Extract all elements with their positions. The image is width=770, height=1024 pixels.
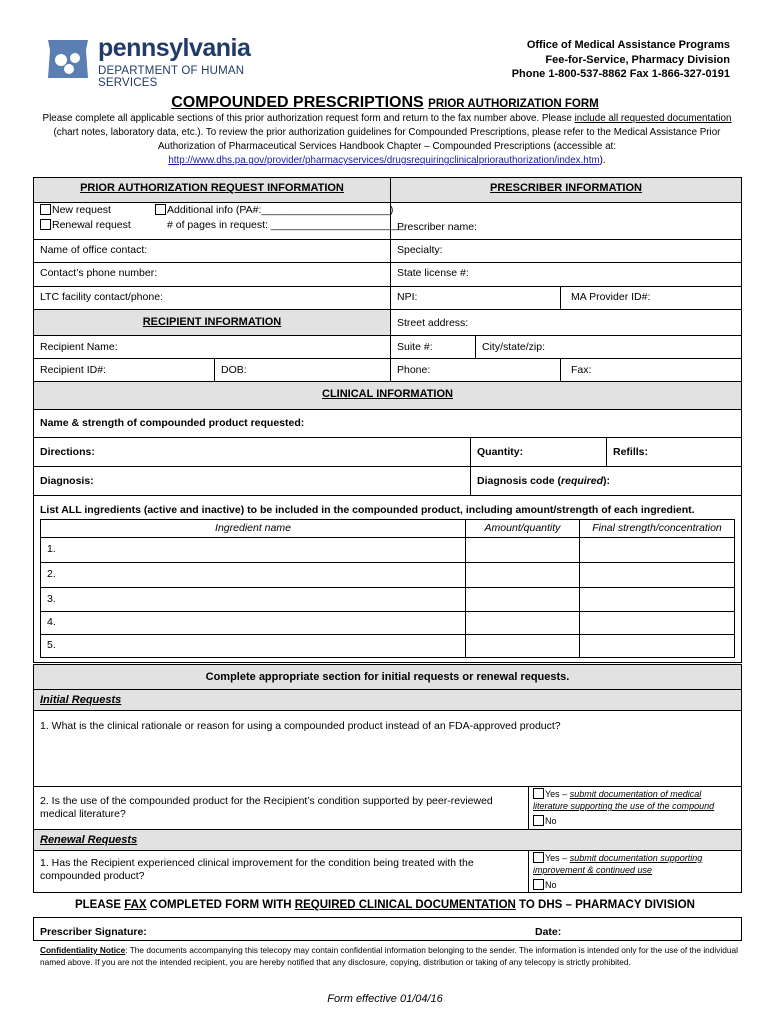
refills-field[interactable]: Refills: <box>613 446 649 458</box>
city-state-zip-field[interactable]: City/state/zip: <box>482 341 546 353</box>
renewal-request-label: Renewal request <box>52 219 131 231</box>
handbook-link[interactable]: http://www.dhs.pa.gov/provider/pharmacyservices/drugsrequiringclinicalpriorauthorization/index.htm <box>168 155 600 166</box>
intro-part-1: Please complete all applicable sections of this prior authorization request form and return to the fax number above. Please <box>42 113 575 124</box>
ingredients-title: List ALL ingredients (active and inactive) to be included in the compounded product, including amount/strength of each ingredient. <box>40 504 695 516</box>
intro-link-end: ). <box>599 155 606 166</box>
question-clinical-rationale[interactable]: 1. What is the clinical rationale or reason for using a compounded product instead of an FDA-approved product? <box>40 720 561 732</box>
prescriber-info-header: PRESCRIBER INFORMATION <box>490 182 642 194</box>
diagnosis-code-field[interactable] <box>477 475 610 488</box>
additional-info-checkbox[interactable] <box>155 204 166 215</box>
suite-field[interactable]: Suite #: <box>397 341 433 353</box>
confidentiality-label: Confidentiality Notice <box>40 945 126 955</box>
q2-yes-label: Yes – <box>545 789 570 799</box>
request-info-header: PRIOR AUTHORIZATION REQUEST INFORMATION <box>80 182 344 194</box>
complete-section-note: Complete appropriate section for initial requests or renewal requests. <box>205 671 570 683</box>
phone-field[interactable]: Phone: <box>397 364 431 376</box>
fax-part-a: PLEASE <box>74 899 125 911</box>
initial-requests-header: Initial Requests <box>40 694 122 706</box>
r1-no-label: No <box>545 880 557 890</box>
intro-underlined: include all requested documentation <box>574 113 732 124</box>
fax-part-e: TO DHS – PHARMACY DIVISION <box>515 899 695 911</box>
question-clinical-improvement: 1. Has the Recipient experienced clinical improvement for the condition being treated with the compounded product? <box>40 857 474 882</box>
ingredient-row[interactable]: 1. <box>47 543 56 555</box>
pages-field[interactable]: # of pages in request: _______________________ <box>167 219 406 231</box>
office-phone: Phone 1-800-537-8862 Fax 1-866-327-0191 <box>511 68 730 80</box>
specialty-field[interactable]: Specialty: <box>397 244 443 256</box>
form-effective-date: Form effective 01/04/16 <box>327 993 443 1005</box>
form-title-main: COMPOUNDED PRESCRIPTIONS <box>171 94 424 111</box>
diagnosis-field[interactable]: Diagnosis: <box>40 475 94 487</box>
office-contact-field[interactable]: Name of office contact: <box>40 244 148 256</box>
q2-no-label: No <box>545 816 557 826</box>
office-division: Fee-for-Service, Pharmacy Division <box>545 53 730 66</box>
renewal-request-checkbox[interactable] <box>40 219 51 230</box>
fax-field[interactable]: Fax: <box>571 364 592 376</box>
recipient-id-field[interactable]: Recipient ID#: <box>40 364 106 376</box>
fax-part-b: FAX <box>124 899 147 911</box>
form-title-sub: PRIOR AUTHORIZATION FORM <box>428 98 599 110</box>
new-request-option[interactable] <box>40 204 111 217</box>
fax-part-c: COMPLETED FORM WITH <box>146 899 295 911</box>
npi-field[interactable]: NPI: <box>397 291 418 303</box>
logo-wordmark: pennsylvania <box>98 34 251 62</box>
q2-yes-checkbox[interactable] <box>533 788 544 799</box>
question-peer-reviewed: 2. Is the use of the compounded product for the Recipient’s condition supported by peer-reviewed medical literature? <box>40 795 493 820</box>
dob-field[interactable]: DOB: <box>221 364 247 376</box>
office-block <box>512 38 730 82</box>
col-concentration: Final strength/concentration <box>592 522 722 534</box>
ingredient-row[interactable]: 4. <box>47 616 56 628</box>
office-name: Office of Medical Assistance Programs <box>526 39 730 51</box>
ingredient-row[interactable]: 3. <box>47 593 56 605</box>
contact-phone-field[interactable]: Contact’s phone number: <box>40 267 158 279</box>
q2-yes-note: submit documentation of medical literature supporting the use of the compound <box>533 789 715 811</box>
state-license-field[interactable]: State license #: <box>397 267 469 279</box>
recipient-name-field[interactable]: Recipient Name: <box>40 341 118 353</box>
directions-field[interactable]: Directions: <box>40 446 95 458</box>
renewal-request-option[interactable] <box>40 219 131 232</box>
r1-no-option[interactable] <box>533 879 557 891</box>
prescriber-signature-field[interactable]: Prescriber Signature: <box>40 926 147 938</box>
r1-no-checkbox[interactable] <box>533 879 544 890</box>
col-amount: Amount/quantity <box>484 522 561 534</box>
col-ingredient-name: Ingredient name <box>215 522 291 534</box>
product-field[interactable]: Name & strength of compounded product requested: <box>40 417 305 429</box>
ingredient-row[interactable]: 2. <box>47 568 56 580</box>
keystone-icon <box>42 34 94 84</box>
q2-no-checkbox[interactable] <box>533 815 544 826</box>
dx-code-label: Diagnosis code ( <box>477 475 562 487</box>
dhs-logo <box>40 34 280 89</box>
prescriber-name-field[interactable]: Prescriber name: <box>397 221 477 233</box>
q2-no-option[interactable] <box>533 815 557 827</box>
fax-instruction <box>0 899 770 912</box>
street-address-field[interactable]: Street address: <box>397 317 469 329</box>
date-field[interactable]: Date: <box>535 926 562 938</box>
r1-yes-label: Yes – <box>545 853 570 863</box>
intro-part-2: (chart notes, laboratory data, etc.). To review the prior authorization guidelines for Compounded Prescriptions, please refer to the Medical Assistance Prior Authorization of Pharmaceutical Services Handbook Chapter – Compounded Prescriptions (accessible at: <box>53 127 721 152</box>
ingredient-row[interactable]: 5. <box>47 639 56 651</box>
recipient-info-header: RECIPIENT INFORMATION <box>142 316 282 328</box>
r1-yes-option[interactable] <box>533 852 738 876</box>
intro-text <box>38 112 736 168</box>
form-title <box>0 94 770 112</box>
r1-yes-checkbox[interactable] <box>533 852 544 863</box>
confidentiality-text: : The documents accompanying this telecopy may contain confidential information belonging to the sender. The information is intended only for the use of the individual named above. If you are not the intended recipient, you are hereby notified that any disclosure, copying, distribution or taking of any telecopy is strictly prohibited. <box>40 945 738 967</box>
dx-code-required: required <box>561 475 604 487</box>
quantity-field[interactable]: Quantity: <box>477 446 524 458</box>
logo-department: DEPARTMENT OF HUMAN SERVICES <box>98 65 245 89</box>
renewal-header-shade <box>34 830 741 850</box>
clinical-info-header: CLINICAL INFORMATION <box>322 388 453 400</box>
initial-header-shade <box>34 690 741 710</box>
ltc-facility-field[interactable]: LTC facility contact/phone: <box>40 291 163 303</box>
additional-info-label: Additional info (PA#:______________________) <box>167 204 394 216</box>
q2-yes-option[interactable] <box>533 788 738 812</box>
additional-info-option[interactable] <box>155 204 393 217</box>
fax-part-d: REQUIRED CLINICAL DOCUMENTATION <box>294 899 516 911</box>
new-request-checkbox[interactable] <box>40 204 51 215</box>
new-request-label: New request <box>52 204 111 216</box>
r1-yes-note: submit documentation supporting improvement & continued use <box>533 853 703 875</box>
dx-code-end: ): <box>603 475 611 487</box>
renewal-requests-header: Renewal Requests <box>40 834 138 846</box>
confidentiality-notice <box>40 945 738 968</box>
ma-provider-id-field[interactable]: MA Provider ID#: <box>571 291 651 303</box>
